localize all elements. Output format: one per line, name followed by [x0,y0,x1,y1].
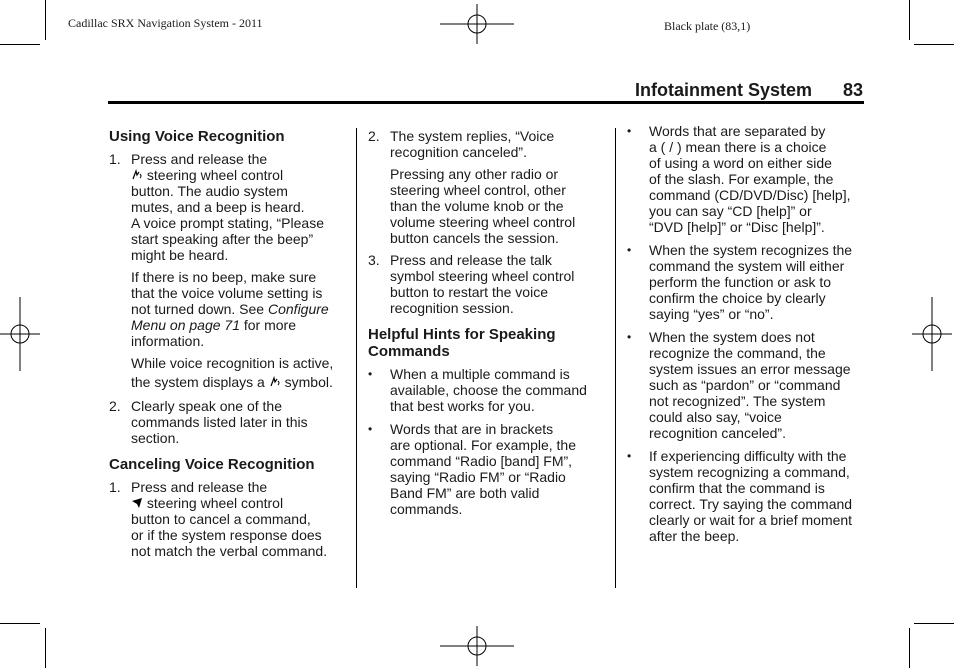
crop-mark [909,628,910,668]
text-line: recognition canceled”. [390,144,527,160]
column-divider [356,128,357,588]
text-line: such as “pardon” or “command [649,377,841,393]
text-line: information. [131,333,205,349]
text-line: commands listed later in this [131,414,308,430]
list-item [627,242,872,322]
heading-using-voice-recognition: Using Voice Recognition [109,128,285,145]
heading-line: Helpful Hints for Speaking [368,326,556,343]
text-line [131,167,349,183]
text-line: commands. [390,501,463,517]
step-number: 3. [368,252,380,268]
text-line: Press and release the [131,151,268,167]
text-line: mutes, and a beep is heard. [131,199,305,215]
crop-mark [0,44,40,45]
cross-reference-link[interactable]: Configure [268,301,329,317]
crop-mark [45,0,46,40]
list-item [368,366,608,414]
text-line: might be heard. [131,247,229,263]
text-line: recognition session. [390,300,514,316]
text-line: When a multiple command is [390,366,570,382]
step-number: 2. [109,398,121,414]
text-line: button. The audio system [131,183,288,199]
bullet-icon: • [368,367,373,381]
text-line: perform the function or ask to [649,274,832,290]
heading-line: Commands [368,343,450,360]
text-line: of the slash. For example, the [649,171,834,187]
text-line: recognition canceled”. [649,425,786,441]
text-line: not recognized”. The system [649,393,826,409]
text-line: than the volume knob or the [390,198,564,214]
text-line: “DVD [help]” or “Disc [help]”. [649,219,825,235]
cross-reference-link[interactable]: Menu on page 71 [131,317,240,333]
text-fragment: steering wheel control [146,495,284,511]
text-fragment: symbol. [284,374,333,390]
list-item [627,448,872,544]
list-item [627,329,872,441]
text-line: Clearly speak one of the [131,398,282,414]
crop-mark [0,623,40,624]
text-line: of using a word on either side [649,155,832,171]
text-line: A voice prompt stating, “Please [131,215,324,231]
text-line: not match the verbal command. [131,543,328,559]
column-divider [615,128,616,588]
header-rule [108,101,864,104]
bullet-icon: • [627,243,632,257]
column-1 [109,128,349,559]
text-line: Press and release the talk [390,252,552,268]
registration-mark-bottom [440,626,514,666]
registration-mark-left [0,297,40,371]
text-line [131,317,349,333]
bullet-icon: • [368,422,373,436]
text-line [131,374,349,390]
text-line: are optional. For example, the [390,437,576,453]
text-line: Words that are separated by [649,123,826,139]
section-title: Infotainment System [634,80,812,100]
text-line: confirm the choice by clearly [649,290,826,306]
text-line: that the voice volume setting is [131,285,323,301]
heading-canceling-voice-recognition: Canceling Voice Recognition [109,456,315,473]
text-line: button to cancel a command, [131,511,311,527]
text-line: recognize the command, the [649,345,826,361]
registration-mark-right [912,297,952,371]
text-line: start speaking after the beep” [131,231,314,247]
bullet-icon: • [627,330,632,344]
text-line: command “Radio [band] FM”, [390,453,573,469]
text-line: symbol steering wheel control [390,268,575,284]
text-line [131,301,349,317]
crop-mark [45,628,46,668]
crop-mark [909,0,910,40]
text-line: that best works for you. [390,398,535,414]
text-line: Press and release the [131,479,268,495]
registration-mark-top [440,4,514,44]
end-call-icon [131,497,143,509]
text-line: command the system will either [649,258,845,274]
text-line: system recognizing a command, [649,464,850,480]
text-line: If experiencing difficulty with the [649,448,847,464]
document-meta-right: Black plate (83,1) [664,19,751,33]
text-line: available, choose the command [390,382,587,398]
text-line: command (CD/DVD/Disc) [help], [649,187,851,203]
text-line: confirm that the command is [649,480,825,496]
text-line: saying “yes” or “no”. [649,306,774,322]
text-line: could also say, “voice [649,409,782,425]
list-item [109,479,349,559]
voice-talk-icon [269,376,281,388]
text-line: you can say “CD [help]” or [649,203,812,219]
column-2 [368,128,608,517]
page-number: 83 [843,80,864,100]
text-line: after the beep. [649,528,740,544]
list-item [109,151,349,390]
text-fragment: the system displays a [131,374,265,390]
step-number: 1. [109,151,121,167]
text-fragment: steering wheel control [146,167,284,183]
text-line: section. [131,430,180,446]
bullet-icon: • [627,449,632,463]
crop-mark [914,623,954,624]
text-line: system issues an error message [649,361,851,377]
text-line: a ( / ) mean there is a choice [649,139,827,155]
text-line: Pressing any other radio or [390,166,559,182]
document-meta-left: Cadillac SRX Navigation System - 2011 [68,16,263,30]
text-line: steering wheel control, other [390,182,566,198]
list-item [368,421,608,517]
text-line: clearly or wait for a brief moment [649,512,853,528]
text-line: If there is no beep, make sure [131,269,317,285]
step-number: 2. [368,128,380,144]
text-line: correct. Try saying the command [649,496,853,512]
list-item [627,123,872,235]
text-line: or if the system response does [131,527,322,543]
voice-talk-icon [131,169,143,181]
heading-helpful-hints [368,326,608,360]
text-line [131,495,349,511]
bullet-icon: • [627,124,632,138]
text-line: When the system does not [649,329,815,345]
text-line: The system replies, “Voice [390,128,555,144]
column-3 [627,123,872,544]
list-item [109,398,349,446]
text-line: button to restart the voice [390,284,548,300]
text-fragment: not turned down. See [131,301,265,317]
step-number: 1. [109,479,121,495]
crop-mark [914,44,954,45]
list-item [368,128,608,246]
text-line: Band FM” are both valid [390,485,540,501]
text-line: While voice recognition is active, [131,355,334,371]
text-line: saying “Radio FM” or “Radio [390,469,566,485]
text-line: button cancels the session. [390,230,559,246]
text-line: volume steering wheel control [390,214,576,230]
text-fragment: for more [243,317,296,333]
list-item [368,252,608,316]
text-line: When the system recognizes the [649,242,853,258]
text-line: Words that are in brackets [390,421,554,437]
